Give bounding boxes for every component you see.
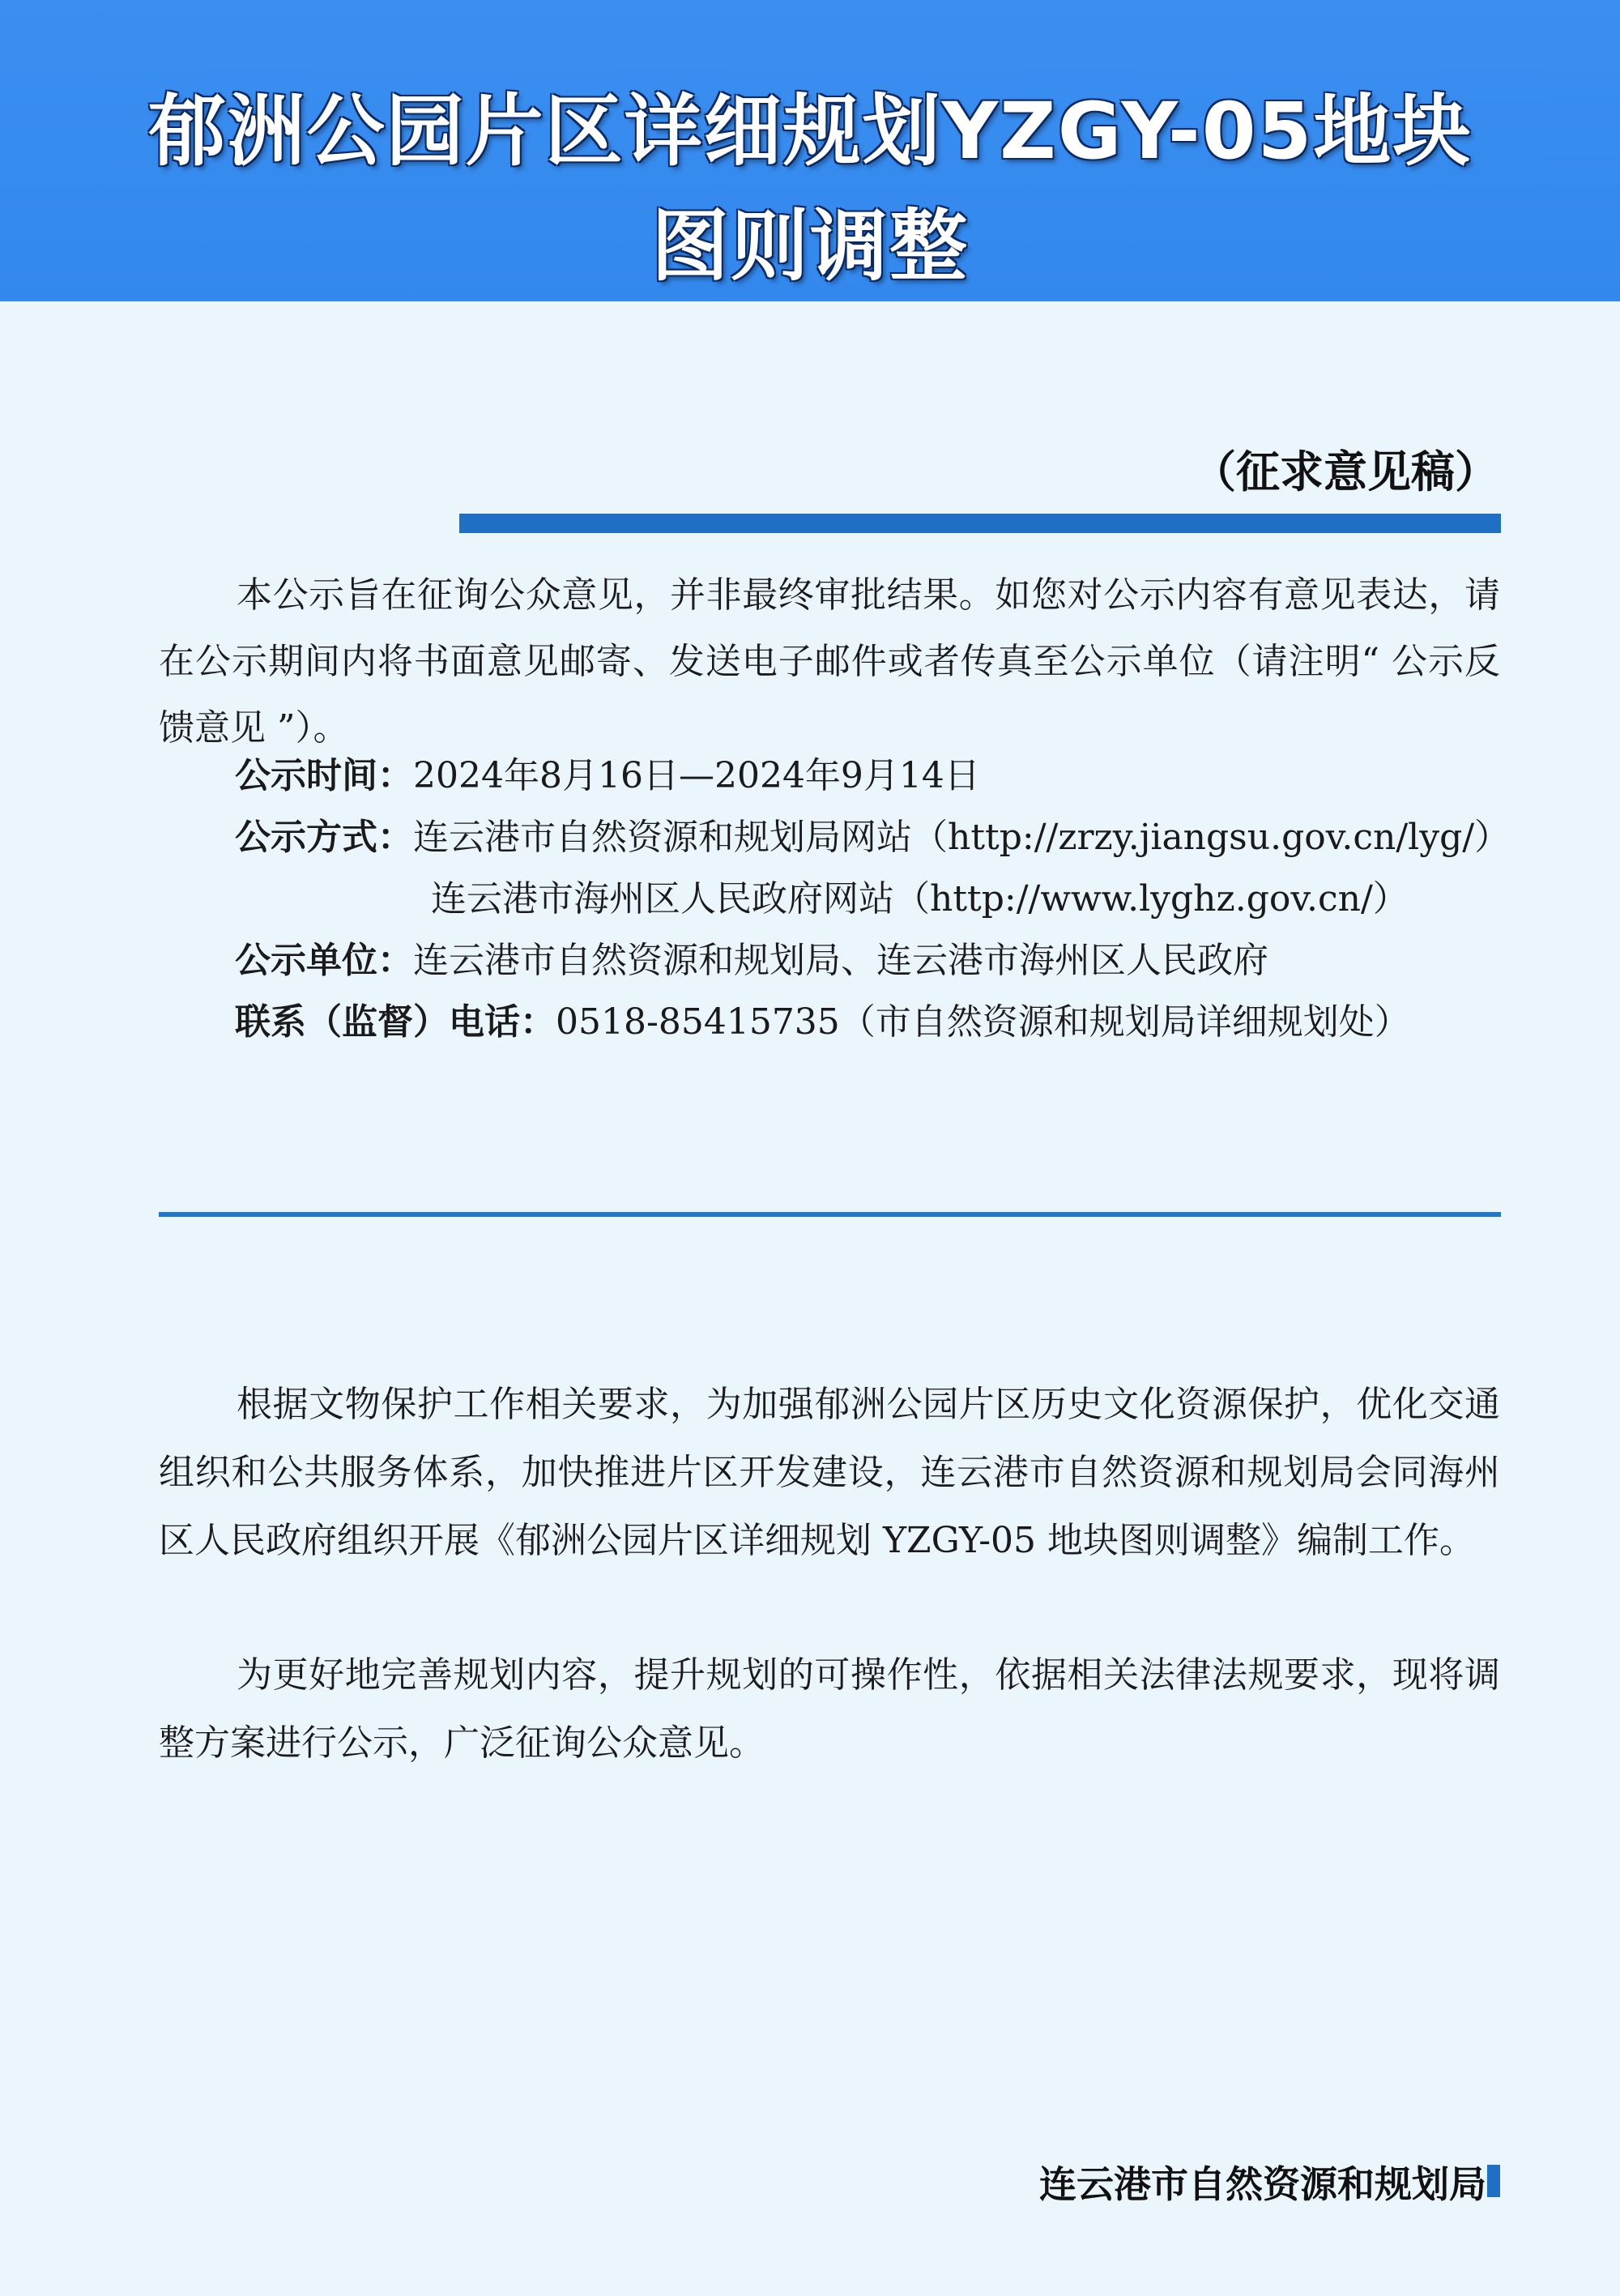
title-banner [0, 0, 1620, 301]
publicity-method-label: 公示方式： [235, 817, 413, 858]
body-paragraph-2: 为更好地完善规划内容，提升规划的可操作性，依据相关法律法规要求，现将调整方案进行公示，广泛征询公众意见。 [159, 1654, 1500, 1764]
publicity-method-website-1: 连云港市自然资源和规划局网站（http://zrzy.jiangsu.gov.cn/lyg/） [413, 817, 1511, 858]
draft-status-label: （征求意见稿） [1192, 446, 1498, 497]
publicity-unit-value: 连云港市自然资源和规划局、连云港市海州区人民政府 [413, 940, 1268, 981]
publicity-unit-label: 公示单位： [235, 940, 413, 981]
publicity-time-value: 2024年8月16日—2024年9月14日 [413, 755, 980, 796]
contact-phone-value: 0518-85415735（市自然资源和规划局详细规划处） [556, 1001, 1410, 1043]
section-divider [159, 1212, 1501, 1217]
publicity-unit-row [235, 937, 1268, 985]
contact-phone-row [235, 998, 1410, 1047]
notice-paragraph: 本公示旨在征询公众意见，并非最终审批结果。如您对公示内容有意见表达，请在公示期间内将书面意见邮寄、发送电子邮件或者传真至公示单位（请注明“ 公示反馈意见 ”）。 [159, 574, 1500, 749]
contact-phone-label: 联系（监督）电话： [235, 1001, 556, 1043]
body-paragraph-1: 根据文物保护工作相关要求，为加强郁洲公园片区历史文化资源保护，优化交通组织和公共服务体系，加快推进片区开发建设，连云港市自然资源和规划局会同海州区人民政府组织开展《郁洲公园片区详细规划 YZGY-05 地块图则调整》编制工作。 [159, 1384, 1500, 1561]
draft-label-underline-bar [459, 514, 1501, 533]
publicity-method-row [235, 813, 1510, 862]
publicity-method-website-2: 连云港市海州区人民政府网站（http://www.lyghz.gov.cn/） [431, 878, 1409, 920]
publicity-time-row [235, 752, 980, 800]
issuing-organization: 连云港市自然资源和规划局 [1039, 2162, 1486, 2206]
document-title-line-1: 郁洲公园片区详细规划YZGY-05地块 [147, 86, 1473, 177]
publicity-time-label: 公示时间： [235, 755, 413, 796]
footer-accent-mark [1487, 2165, 1500, 2197]
document-title-line-2: 图则调整 [651, 201, 969, 292]
